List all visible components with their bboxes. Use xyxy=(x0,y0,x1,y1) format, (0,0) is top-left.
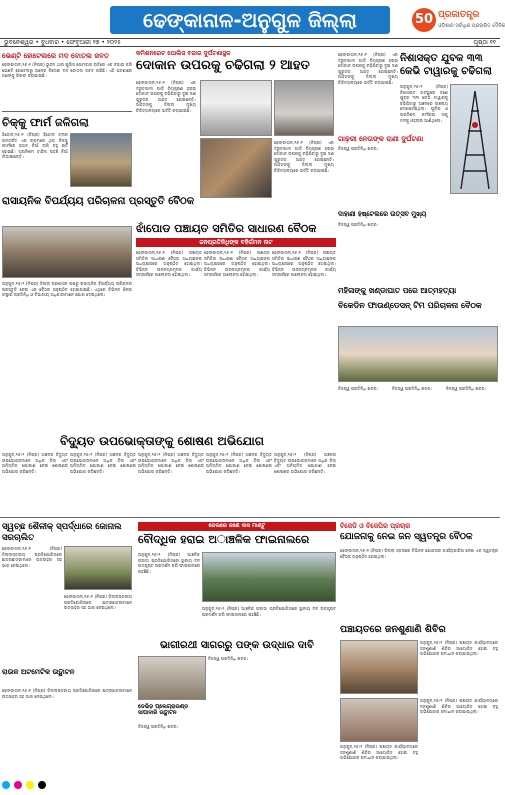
article-body: ନିଜସ୍ୱ ପ୍ରତିନିଧି ଖବର। xyxy=(446,386,487,391)
article-body: ହିନ୍ଦୋଳ,୨୬।୨ (ନିପ୍ର) ହିନ୍ଦୋଳ ବ୍ଲକ ଅନ୍ତର୍ଗତ ଏକ ଗ୍ରାମରେ ଥିବା ଚିକ୍କୁ ଫାର୍ମରେ ହଠାତ୍ ନିଆଁ ଲାଗି ବହୁ କ୍ଷତି ହୋଇଛି। ଅଗ୍ନିଶମ ବାହିନୀ ପହଞ୍ଚି ନିଆଁ ଲିଭାଇଛନ୍ତି। xyxy=(2,132,68,160)
article-headline: ଚିକ୍କୁ ଫାର୍ମ ଜଳିଗଲା xyxy=(2,116,89,129)
article-headline: ଦାହାଣୀ ହଷ୍ଟେଲରେ ଉତ୍ସବ ମୁଖ୍ୟ xyxy=(338,210,427,218)
article-headline: ପଞ୍ଚାୟତରେ ଜନଶୁଣାଣି ଶିବିର xyxy=(340,624,446,635)
article-headline: ବିଦ୍ୟୁତ ଉପଭୋକ୍ତାଙ୍କୁ ଶୋଷଣ ଅଭିଯୋଗ xyxy=(60,434,264,448)
magenta-mark xyxy=(14,781,22,789)
article-body: ନିଜସ୍ୱ ପ୍ରତିନିଧି ଖବର। xyxy=(138,724,179,729)
article-kicker: ଜେଲରେ ଜଣେ ଦାସ ମାଣ୍ଟୁ xyxy=(138,522,336,531)
article-body: ଢେଙ୍କାନାଳ,୨୬।୨ (ନିପ୍ର) ପଞ୍ଚାୟତ ସମିତିର ସାଧାରଣ ବୈଠକ ଅଧ୍ୟକ୍ଷଙ୍କ ଅଧ୍ୟକ୍ଷତାରେ ଅନୁଷ୍ଠିତ ହୋଇଥିଲା। ବିଭିନ୍ନ ଉନ୍ନୟନମୂଳକ କାର୍ଯ୍ୟ ସମ୍ପର୍କରେ ଆଲୋଚନା ହୋଇଥିଲା। xyxy=(136,250,202,278)
tower-photo xyxy=(450,84,498,194)
shop-photo xyxy=(274,80,334,136)
newspaper-logo xyxy=(412,8,505,32)
article-kicker: ବିଜେଡି ଓ ବିଜେପିର ପ୍ରଚାର xyxy=(340,522,411,530)
article-headline: ରାସାୟନିକ ବିପର୍ଯ୍ୟୟ ପରିଚାଳନା ପ୍ରସ୍ତୁତି ବୈଠକ xyxy=(2,196,195,207)
cyan-mark xyxy=(2,781,10,789)
article-body: ଢେଙ୍କାନାଳ,୨୬।୨ (ନିପ୍ର) ଜିଲ୍ଲା ସ୍ତରରେ ବିଭିନ୍ନ ଯୋଜନାର କାର୍ଯ୍ୟକାରିତା ନେଇ ଏକ ସ୍ୱତନ୍ତ୍ର ବୈଠକ ଅନୁଷ୍ଠିତ ହୋଇଥିଲା। xyxy=(340,548,498,559)
article-body: ଢେଙ୍କାନାଳ,୨୬।୨ (ନିପ୍ର) ପଞ୍ଚାୟତ ସମିତିର ସାଧାରଣ ବୈଠକ ଅଧ୍ୟକ୍ଷଙ୍କ ଅଧ୍ୟକ୍ଷତାରେ ଅନୁଷ୍ଠିତ ହୋଇଥିଲା। ବିଭିନ୍ନ ଉନ୍ନୟନମୂଳକ କାର୍ଯ୍ୟ ସମ୍ପର୍କରେ ଆଲୋଚନା ହୋଇଥିଲା। xyxy=(272,250,336,278)
article-body: ଅନୁଗୁଳ,୨୬।୨ (ନିପ୍ର) ଜିଲ୍ଲା ପ୍ରଶାସନ ପକ୍ଷରୁ ରାସାୟନିକ ବିପର୍ଯ୍ୟୟ ପରିଚାଳନା ପ୍ରସ୍ତୁତି ନେଇ ଏକ ବୈଠକ ଅନୁଷ୍ଠିତ ହୋଇଯାଇଛି। ଏଥିରେ ବିଭିନ୍ନ ଶିଳ୍ପ ସଂସ୍ଥାର ପ୍ରତିନିଧି ଓ ବିଭାଗୀୟ ଅଧିକାରୀମାନେ ଯୋଗ ଦେଇଥିଲେ। xyxy=(2,281,132,298)
article-headline: ଝାଁପୋଡ ପଞ୍ଚାୟତ ସମିତିର ସାଧାରଣ ବୈଠକ xyxy=(136,222,317,235)
article-body: ଅନୁଗୁଳ,୨୬।୨ (ନିପ୍ର) ଆଞ୍ଚଳିକ କ୍ରୀଡା ପ୍ରତିଯୋଗିତାରେ ସ୍ଥାନୀୟ ଦଳ ଉତ୍କୃଷ୍ଟ ପ୍ରଦର୍ଶନ କରି ଫାଇନାଲରେ ପହଞ୍ଚିଛି। xyxy=(202,606,336,617)
dateline xyxy=(0,38,500,47)
article-body: ଢେଙ୍କାନାଳ,୨୬।୨ (ନିପ୍ର) ଜିଲ୍ଲାସ୍ତରୀୟ ପ୍ରତିଯୋଗିତାରେ ଛାତ୍ରଛାତ୍ରୀମାନେ ଉତ୍ସାହର ସହ ଭାଗ ନେଇଥିଲେ। xyxy=(2,688,132,699)
article-body: ଅନୁଗୁଳ,୨୬।୨ (ନିପ୍ର) ନିଶାସକ୍ତ ଅବସ୍ଥାରେ ଜଣେ ଯୁବକ ୩୩ କେଭି ଟାୱାରକୁ ଚଢିଯିବାରୁ ଅଞ୍ଚଳରେ ଚାଞ୍ଚଲ୍ୟ ଦେଖାଦେଇଥିଲା। ପୁଲିସ ଓ ଅଗ୍ନିଶମ କର୍ମଚାରୀ ତାକୁ ତଳକୁ ଓହ୍ଲାଇ ଆଣିଥିଲେ। xyxy=(400,84,448,123)
fire-photo xyxy=(70,133,132,187)
article-body: ନିଜସ୍ୱ ପ୍ରତିନିଧି ଖବର। xyxy=(338,222,379,227)
color-registration-marks xyxy=(0,776,500,788)
article-headline: ନିଶାସକ୍ତ ଯୁବକ ୩୩ କେଭି ଟାୱାରକୁ ଚଢିଗଲା xyxy=(400,53,492,77)
article-body: ଅନୁଗୁଳ,୨୬।୨ (ନିପ୍ର) ଆଞ୍ଚଳିକ କ୍ରୀଡା ପ୍ରତିଯୋଗିତାରେ ସ୍ଥାନୀୟ ଦଳ ଉତ୍କୃଷ୍ଟ ପ୍ରଦର୍ଶନ କରି ଫାଇନାଲରେ ପହଞ୍ଚିଛି। xyxy=(138,552,200,574)
logo-text: ପ୍ରଜାତନ୍ତ୍ର xyxy=(438,10,480,20)
article-kicker: କମିଶନରେଟ ପୋଲିସ ବଜାର ଦୁର୍ଘଟଣାସ୍ଥଳ xyxy=(136,50,231,57)
article-body: ଢେଙ୍କାନାଳ,୨୬।୨ (ନିପ୍ର) ଏକ ଦ୍ରୁତଗାମୀ ଗାଡି ନିୟନ୍ତ୍ରଣ ହରାଇ ଦୋକାନ ଉପରକୁ ଚଢିଯିବାରୁ ଦୁଇ ଜଣ ଗୁରୁତର ଆହତ ହୋଇଛନ୍ତି। ଆହତଙ୍କୁ ଜିଲ୍ଲା ମୁଖ୍ୟ ଚିକିତ୍ସାଳୟରେ ଭର୍ତ୍ତି କରାଯାଇଛି। xyxy=(136,80,196,113)
yellow-mark xyxy=(26,781,34,789)
bus-photo xyxy=(200,80,272,136)
divider xyxy=(0,517,500,518)
article-headline: ଡେଭିଡ଼ ପ୍ଲେଗ୍ରାଉଣ୍ଡ ସାପାଦାରି ଉଦ୍ଘାଟନ xyxy=(138,704,189,716)
page-title: ଢେଙ୍କାନାଳ-ଅନୁଗୁଳ ଜିଲ୍ଲା xyxy=(110,6,390,34)
article-headline: ବୌଦ୍ଧିକ ହରାଇ ଅାଞ୍ଚଳିକ ଫାଇନାଲରେ xyxy=(138,533,310,546)
article-headline: ଦୋକାନ ଉପରକୁ ଚଢିଗଲା ୨ ଆହତ xyxy=(136,58,310,73)
article-subhead-bar: ଜନପ୍ରତିନିଧିଙ୍କ ବହିର୍ଗମନ ନାଟ xyxy=(136,238,336,247)
article-headline: ମହିଳାଙ୍କୁ ଖଣ୍ଡାଘାତ ପରେ ଆତ୍ମହତ୍ୟା xyxy=(338,286,457,295)
camp-photo xyxy=(340,640,418,694)
group-photo xyxy=(338,326,498,382)
page-number: ପୃଷ୍ଠା ୧୧ xyxy=(473,39,496,46)
logo-mark: 50 xyxy=(412,8,436,32)
meeting-photo xyxy=(138,656,206,700)
article-body: ନିଜସ୍ୱ ପ୍ରତିନିଧି ଖବର। xyxy=(208,656,249,661)
article-body: ଅନୁଗୁଳ,୨୬।୨ (ନିପ୍ର) ପଞ୍ଚାୟତ କାର୍ଯ୍ୟାଳୟରେ ଜନଶୁଣାଣି ଶିବିର ଆୟୋଜିତ ହୋଇ ବହୁ ଅଭିଯୋଗର ସମାଧାନ କରାଯାଇଥିଲା। xyxy=(420,698,498,715)
accident-photo xyxy=(200,138,272,198)
event-photo xyxy=(64,546,132,590)
sports-photo xyxy=(202,552,336,602)
article-headline: ବିକେଡିନ ଫାଉଣ୍ଡେସନ୍ ଟିମ ପରିଚାଳନା ବୈଠକ xyxy=(338,301,482,310)
logo-tagline: ଓଡ଼ିଶାର ସର୍ବାଧିକ ପ୍ରଚାରିତ ଦୈନିକ xyxy=(438,23,505,29)
article-body: ନିଜସ୍ୱ ପ୍ରତିନିଧି ଖବର। xyxy=(338,386,379,391)
article-body: ଢେଙ୍କାନାଳ,୨୬।୨ (ନିପ୍ର) ଜିଲ୍ଲାସ୍ତରୀୟ ପ୍ରତିଯୋଗିତାରେ ଛାତ୍ରଛାତ୍ରୀମାନେ ଉତ୍ସାହର ସହ ଭାଗ ନେଇଥିଲେ। xyxy=(64,594,132,611)
article-headline: ଭାଗୀରଥୀ ସାଗରରୁ ପଙ୍କ ଉଦ୍ଧାର ଦାବି xyxy=(160,640,314,651)
article-body: ଅନୁଗୁଳ,୨୬।୨ (ନିପ୍ର) ପଞ୍ଚାୟତ କାର୍ଯ୍ୟାଳୟରେ ଜନଶୁଣାଣି ଶିବିର ଆୟୋଜିତ ହୋଇ ବହୁ ଅଭିଯୋଗର ସମାଧାନ କରାଯାଇଥିଲା। xyxy=(420,640,498,657)
meeting-photo xyxy=(2,226,132,278)
article-headline: ଗାଢ଼ରୀ ନେତାଙ୍କ ରାଣୀ ଦୁର୍ଘଟଣା xyxy=(338,135,424,143)
tower-icon xyxy=(451,85,499,195)
article-body: ଢେଙ୍କାନାଳ,୨୬।୨ (ନିପ୍ର) ଭୁବନ ଥାନା ପୁଲିସ ସୋମବାର ରାତିରେ ଏକ ଚଢାଉ କରି ଭେଣ୍ଟି ହୋଟେଲରୁ ଅନେକ ବିଦେଶୀ ମଦ ବୋତଲ ଜବତ କରିଛି। ଏହି ଘଟଣାରେ ଜଣଙ୍କୁ ଗିରଫ କରାଯାଇଛି। xyxy=(2,62,132,79)
article-body: ଢେଙ୍କାନାଳ,୨୬।୨ (ନିପ୍ର) ଏକ ଦ୍ରୁତଗାମୀ ଗାଡି ନିୟନ୍ତ୍ରଣ ହରାଇ ଦୋକାନ ଉପରକୁ ଚଢିଯିବାରୁ ଦୁଇ ଜଣ ଗୁରୁତର ଆହତ ହୋଇଛନ୍ତି। ଆହତଙ୍କୁ ଜିଲ୍ଲା ମୁଖ୍ୟ ଚିକିତ୍ସାଳୟରେ ଭର୍ତ୍ତି କରାଯାଇଛି। xyxy=(338,52,398,85)
article-body: ଢେଙ୍କାନାଳ,୨୬।୨ (ନିପ୍ର) ଏକ ଦ୍ରୁତଗାମୀ ଗାଡି ନିୟନ୍ତ୍ରଣ ହରାଇ ଦୋକାନ ଉପରକୁ ଚଢିଯିବାରୁ ଦୁଇ ଜଣ ଗୁରୁତର ଆହତ ହୋଇଛନ୍ତି। ଆହତଙ୍କୁ ଜିଲ୍ଲା ମୁଖ୍ୟ ଚିକିତ୍ସାଳୟରେ ଭର୍ତ୍ତି କରାଯାଇଛି। xyxy=(274,140,334,173)
article-body: ଅନୁଗୁଳ,୨୬।୨ (ନିପ୍ର) ଅଞ୍ଚଳର ବିଦ୍ୟୁତ ଉପଭୋକ୍ତାମାନେ ଅଧିକ ବିଲ୍ ଏବଂ ଅନିୟମିତ ଯୋଗାଣ ନେଇ ଶୋଷଣର ଅଭିଯୋଗ କରିଛନ୍ତି। xyxy=(70,452,136,474)
people-photo xyxy=(340,698,418,742)
article-body: ଅନୁଗୁଳ,୨୬।୨ (ନିପ୍ର) ଅଞ୍ଚଳର ବିଦ୍ୟୁତ ଉପଭୋକ୍ତାମାନେ ଅଧିକ ବିଲ୍ ଏବଂ ଅନିୟମିତ ଯୋଗାଣ ନେଇ ଶୋଷଣର ଅଭିଯୋଗ କରିଛନ୍ତି। xyxy=(138,452,204,474)
black-mark xyxy=(38,781,46,789)
article-body: ନିଜସ୍ୱ ପ୍ରତିନିଧି ଖବର। xyxy=(338,146,379,151)
article-body: ନିଜସ୍ୱ ପ୍ରତିନିଧି ଖବର। xyxy=(392,386,433,391)
masthead xyxy=(0,0,505,38)
date-text: ଭୁବନେଶ୍ୱର • ବୁଧବାର • ଫେବୃଆରୀ ୨୭ • ୨୦୨୫ xyxy=(4,39,121,46)
article-headline: ରାଉଳ ଅଟମେଟିକ ଉଦ୍ଘାଟନ xyxy=(2,668,75,676)
article-headline: ଯୋଜନାକୁ ନେଇ ଜନ ସ୍ୱତନ୍ତ୍ର ବୈଠକ xyxy=(340,532,473,542)
article-body: ଢେଙ୍କାନାଳ,୨୬।୨ (ନିପ୍ର) ପଞ୍ଚାୟତ ସମିତିର ସାଧାରଣ ବୈଠକ ଅଧ୍ୟକ୍ଷଙ୍କ ଅଧ୍ୟକ୍ଷତାରେ ଅନୁଷ୍ଠିତ ହୋଇଥିଲା। ବିଭିନ୍ନ ଉନ୍ନୟନମୂଳକ କାର୍ଯ୍ୟ ସମ୍ପର୍କରେ ଆଲୋଚନା ହୋଇଥିଲା। xyxy=(204,250,270,278)
divider xyxy=(2,111,132,112)
article-body: ଅନୁଗୁଳ,୨୬।୨ (ନିପ୍ର) ଅଞ୍ଚଳର ବିଦ୍ୟୁତ ଉପଭୋକ୍ତାମାନେ ଅଧିକ ବିଲ୍ ଏବଂ ଅନିୟମିତ ଯୋଗାଣ ନେଇ ଶୋଷଣର ଅଭିଯୋଗ କରିଛନ୍ତି। xyxy=(2,452,68,474)
article-body: ଢେଙ୍କାନାଳ,୨୬।୨ (ନିପ୍ର) ଜିଲ୍ଲାସ୍ତରୀୟ ପ୍ରତିଯୋଗିତାରେ ଛାତ୍ରଛାତ୍ରୀମାନେ ଉତ୍ସାହର ସହ ଭାଗ ନେଇଥିଲେ। xyxy=(2,546,62,568)
article-kicker: ଭେଣ୍ଟି ହୋଟେଲରେ ମଦ ବୋତଲ ଜବତ xyxy=(2,52,109,60)
article-body: ଅନୁଗୁଳ,୨୬।୨ (ନିପ୍ର) ପଞ୍ଚାୟତ କାର୍ଯ୍ୟାଳୟରେ ଜନଶୁଣାଣି ଶିବିର ଆୟୋଜିତ ହୋଇ ବହୁ ଅଭିଯୋଗର ସମାଧାନ କରାଯାଇଥିଲା। xyxy=(340,744,418,761)
article-body: ଅନୁଗୁଳ,୨୬।୨ (ନିପ୍ର) ଅଞ୍ଚଳର ବିଦ୍ୟୁତ ଉପଭୋକ୍ତାମାନେ ଅଧିକ ବିଲ୍ ଏବଂ ଅନିୟମିତ ଯୋଗାଣ ନେଇ ଶୋଷଣର ଅଭିଯୋଗ କରିଛନ୍ତି। xyxy=(206,452,272,474)
article-body: ଅନୁଗୁଳ,୨୬।୨ (ନିପ୍ର) ଅଞ୍ଚଳର ବିଦ୍ୟୁତ ଉପଭୋକ୍ତାମାନେ ଅଧିକ ବିଲ୍ ଏବଂ ଅନିୟମିତ ଯୋଗାଣ ନେଇ ଶୋଷଣର ଅଭିଯୋଗ କରିଛନ୍ତି। xyxy=(274,452,336,474)
article-headline: ସ୍ୱଚ୍ଛ ଶୈଳୀକ୍ ସ୍ପର୍ଦ୍ଧାରେ ଜୋନାଲ ସରଚାଲିତ xyxy=(2,522,122,543)
